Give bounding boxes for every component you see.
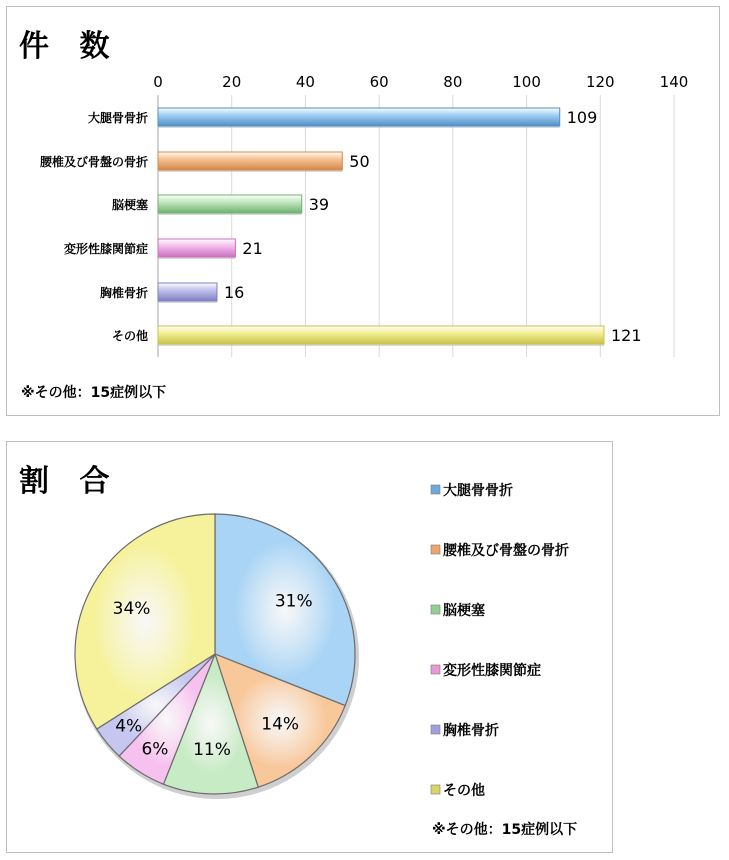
x-tick-label: 120 — [585, 73, 615, 91]
x-tick-label: 100 — [512, 73, 541, 91]
bar-data-label: 21 — [242, 239, 263, 258]
pie-data-label: 4% — [115, 716, 143, 737]
legend-swatch — [431, 485, 440, 494]
x-tick-label: 140 — [659, 73, 689, 91]
bar-chart-footnote: ※その他：15症例以下 — [21, 385, 167, 401]
category-label: 胸椎骨折 — [99, 286, 148, 300]
bar-chart-panel — [6, 6, 720, 416]
pie-data-label: 34% — [112, 599, 151, 620]
legend-swatch — [431, 605, 440, 614]
legend-swatch — [431, 665, 440, 674]
pie-data-label: 31% — [274, 591, 313, 612]
bar — [158, 283, 217, 301]
legend-swatch — [431, 545, 440, 554]
pie-chart-title: 割 合 — [19, 464, 120, 499]
bar-data-label: 50 — [349, 152, 370, 171]
pie-chart — [7, 442, 612, 852]
bar-data-label: 109 — [566, 108, 598, 127]
pie-data-label: 11% — [193, 740, 231, 761]
bar — [158, 239, 235, 257]
category-label: 腰椎及び骨盤の骨折 — [39, 155, 148, 169]
category-label: その他 — [111, 329, 148, 343]
bar — [158, 326, 604, 344]
pie-data-label: 6% — [141, 739, 169, 760]
bar-data-label: 121 — [610, 326, 642, 345]
x-tick-label: 60 — [369, 73, 389, 91]
category-label: 変形性膝関節症 — [63, 242, 148, 256]
x-tick-label: 20 — [222, 73, 242, 91]
bar-data-label: 39 — [308, 195, 330, 214]
x-tick-label: 0 — [153, 73, 163, 91]
bar — [158, 108, 560, 126]
bar-data-label: 16 — [223, 283, 245, 302]
x-tick-label: 40 — [295, 73, 315, 91]
legend-label: 腰椎及び骨盤の骨折 — [443, 543, 569, 559]
category-label: 脳梗塞 — [111, 198, 148, 212]
legend-label: 胸椎骨折 — [443, 723, 499, 739]
bar — [158, 152, 342, 170]
pie-data-label: 14% — [261, 714, 300, 735]
legend-label: その他 — [443, 783, 485, 799]
pie-chart-footnote: ※その他：15症例以下 — [432, 822, 578, 838]
pie-chart-panel — [6, 441, 613, 853]
legend-swatch — [431, 785, 440, 794]
x-tick-label: 80 — [443, 73, 463, 91]
bar-chart — [7, 7, 719, 415]
legend-label: 変形性膝関節症 — [443, 663, 541, 679]
category-label: 大腿骨骨折 — [87, 111, 148, 125]
bar-chart-title: 件 数 — [19, 29, 120, 64]
legend-label: 大腿骨骨折 — [443, 483, 513, 499]
legend-swatch — [431, 725, 440, 734]
bar — [158, 195, 302, 213]
legend-label: 脳梗塞 — [443, 603, 485, 619]
